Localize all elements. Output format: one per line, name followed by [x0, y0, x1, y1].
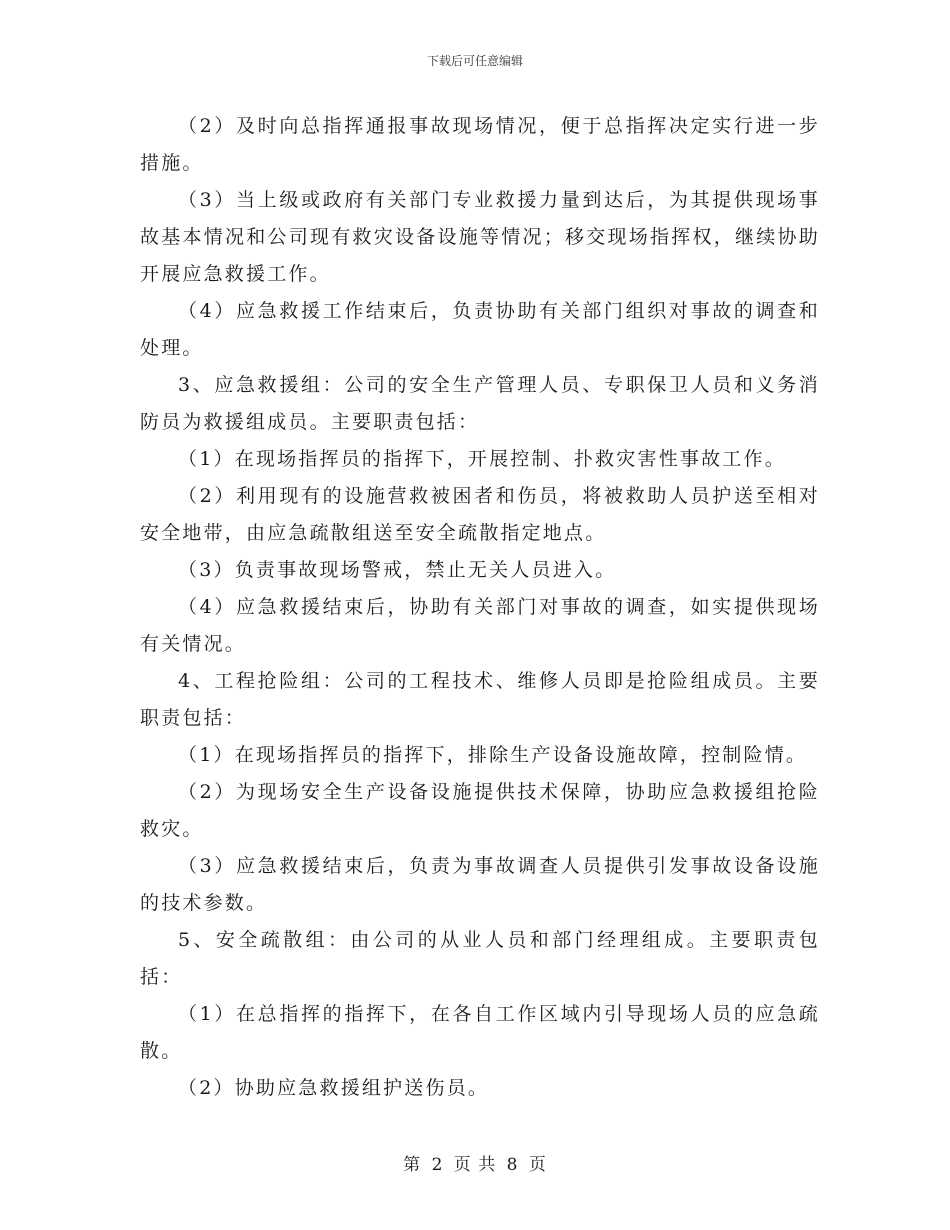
page-suffix: 页 — [528, 1155, 547, 1175]
paragraph: （4）应急救援结束后，协助有关部门对事故的调查，如实提供现场有关情况。 — [140, 596, 820, 655]
paragraph: （3）当上级或政府有关部门专业救援力量到达后，为其提供现场事故基本情况和公司现有救灾设备设施等情况；移交现场指挥权，继续协助开展应急救援工作。 — [140, 189, 820, 285]
paragraph: （3）负责事故现场警戒，禁止无关人员进入。 — [178, 559, 617, 581]
paragraph: （2）为现场安全生产设备设施提供技术保障，协助应急救援组抢险救灾。 — [140, 781, 820, 840]
paragraph: （1）在现场指挥员的指挥下，开展控制、扑救灾害性事故工作。 — [178, 448, 786, 470]
paragraph: （1）在总指挥的指挥下，在各自工作区域内引导现场人员的应急疏散。 — [140, 1003, 820, 1062]
paragraph: （2）协助应急救援组护送伤员。 — [178, 1077, 490, 1099]
page-middle: 页 共 — [453, 1155, 497, 1175]
paragraph: （3）应急救援结束后，负责为事故调查人员提供引发事故设备设施的技术参数。 — [140, 855, 820, 914]
total-page-count: 8 — [506, 1155, 519, 1175]
paragraph: （2）利用现有的设施营救被困者和伤员，将被救助人员护送至相对安全地带，由应急疏散组送至安全疏散指定地点。 — [140, 485, 820, 544]
page-prefix: 第 — [403, 1155, 422, 1175]
document-body — [140, 108, 820, 1107]
paragraph: （4）应急救援工作结束后，负责协助有关部门组织对事故的调查和处理。 — [140, 300, 820, 359]
section-heading-paragraph: 3、应急救援组：公司的安全生产管理人员、专职保卫人员和义务消防员为救援组成员。主要职责包括： — [140, 374, 820, 433]
section-heading-paragraph: 5、安全疏散组：由公司的从业人员和部门经理组成。主要职责包括： — [140, 929, 820, 988]
paragraph: （1）在现场指挥员的指挥下，排除生产设备设施故障，控制险情。 — [178, 744, 808, 766]
current-page-number: 2 — [431, 1155, 444, 1175]
section-heading-paragraph: 4、工程抢险组：公司的工程技术、维修人员即是抢险组成员。主要职责包括： — [140, 670, 820, 729]
page-number-footer — [0, 1150, 950, 1175]
paragraph: （2）及时向总指挥通报事故现场情况，便于总指挥决定实行进一步措施。 — [140, 115, 820, 174]
page-header-note: 下载后可任意编辑 — [426, 54, 523, 68]
